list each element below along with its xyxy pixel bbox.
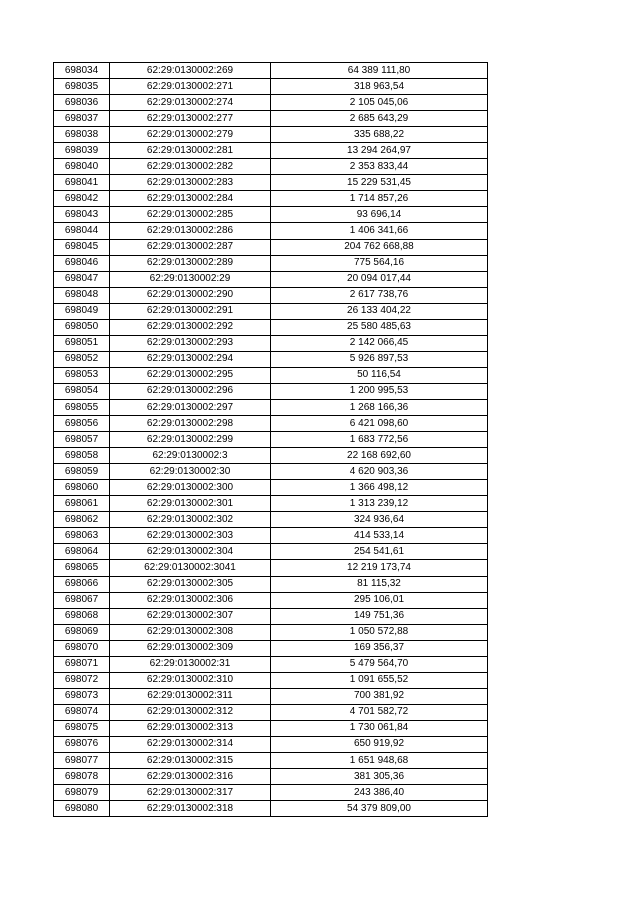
table-row xyxy=(54,111,488,127)
table-row xyxy=(54,576,488,592)
cadastral-number-cell: 62:29:0130002:311 xyxy=(110,688,271,704)
cadastral-number-cell: 62:29:0130002:274 xyxy=(110,95,271,111)
cadastral-value-cell: 81 115,32 xyxy=(271,576,488,592)
table-row xyxy=(54,736,488,752)
row-number-cell: 698074 xyxy=(54,704,110,720)
cadastral-number-cell: 62:29:0130002:284 xyxy=(110,191,271,207)
row-number-cell: 698060 xyxy=(54,480,110,496)
cadastral-value-cell: 22 168 692,60 xyxy=(271,448,488,464)
table-row xyxy=(54,592,488,608)
table-row xyxy=(54,383,488,399)
cadastral-value-cell: 318 963,54 xyxy=(271,79,488,95)
row-number-cell: 698037 xyxy=(54,111,110,127)
row-number-cell: 698059 xyxy=(54,464,110,480)
cadastral-value-cell: 1 714 857,26 xyxy=(271,191,488,207)
cadastral-number-cell: 62:29:0130002:271 xyxy=(110,79,271,95)
table-row xyxy=(54,416,488,432)
cadastral-value-cell: 54 379 809,00 xyxy=(271,801,488,817)
cadastral-value-cell: 12 219 173,74 xyxy=(271,560,488,576)
cadastral-number-cell: 62:29:0130002:285 xyxy=(110,207,271,223)
table-row xyxy=(54,175,488,191)
cadastral-number-cell: 62:29:0130002:293 xyxy=(110,335,271,351)
cadastral-value-cell: 1 313 239,12 xyxy=(271,496,488,512)
table-row xyxy=(54,464,488,480)
cadastral-number-cell: 62:29:0130002:309 xyxy=(110,640,271,656)
row-number-cell: 698049 xyxy=(54,303,110,319)
table-row xyxy=(54,688,488,704)
cadastral-number-cell: 62:29:0130002:305 xyxy=(110,576,271,592)
cadastral-number-cell: 62:29:0130002:277 xyxy=(110,111,271,127)
cadastral-number-cell: 62:29:0130002:31 xyxy=(110,656,271,672)
row-number-cell: 698071 xyxy=(54,656,110,672)
cadastral-number-cell: 62:29:0130002:303 xyxy=(110,528,271,544)
table-row xyxy=(54,79,488,95)
cadastral-value-cell: 15 229 531,45 xyxy=(271,175,488,191)
table-row xyxy=(54,608,488,624)
row-number-cell: 698043 xyxy=(54,207,110,223)
row-number-cell: 698056 xyxy=(54,416,110,432)
row-number-cell: 698053 xyxy=(54,367,110,383)
cadastral-value-cell: 149 751,36 xyxy=(271,608,488,624)
cadastral-number-cell: 62:29:0130002:297 xyxy=(110,399,271,415)
table-row xyxy=(54,769,488,785)
cadastral-value-cell: 5 926 897,53 xyxy=(271,351,488,367)
cadastral-value-cell: 414 533,14 xyxy=(271,528,488,544)
cadastral-value-cell: 93 696,14 xyxy=(271,207,488,223)
row-number-cell: 698042 xyxy=(54,191,110,207)
table-row xyxy=(54,496,488,512)
table-row xyxy=(54,801,488,817)
row-number-cell: 698046 xyxy=(54,255,110,271)
row-number-cell: 698064 xyxy=(54,544,110,560)
row-number-cell: 698080 xyxy=(54,801,110,817)
row-number-cell: 698069 xyxy=(54,624,110,640)
cadastral-value-cell: 1 366 498,12 xyxy=(271,480,488,496)
row-number-cell: 698034 xyxy=(54,63,110,79)
table-row xyxy=(54,560,488,576)
cadastral-value-cell: 5 479 564,70 xyxy=(271,656,488,672)
cadastral-value-cell: 1 200 995,53 xyxy=(271,383,488,399)
cadastral-value-cell: 1 268 166,36 xyxy=(271,399,488,415)
table-row xyxy=(54,432,488,448)
cadastral-value-cell: 169 356,37 xyxy=(271,640,488,656)
row-number-cell: 698062 xyxy=(54,512,110,528)
table-row xyxy=(54,319,488,335)
cadastral-value-cell: 2 685 643,29 xyxy=(271,111,488,127)
row-number-cell: 698078 xyxy=(54,769,110,785)
cadastral-number-cell: 62:29:0130002:281 xyxy=(110,143,271,159)
table-row xyxy=(54,271,488,287)
cadastral-number-cell: 62:29:0130002:299 xyxy=(110,432,271,448)
table-row xyxy=(54,448,488,464)
cadastral-value-cell: 243 386,40 xyxy=(271,785,488,801)
table-body xyxy=(54,63,488,817)
cadastral-number-cell: 62:29:0130002:315 xyxy=(110,753,271,769)
table-row xyxy=(54,63,488,79)
row-number-cell: 698047 xyxy=(54,271,110,287)
cadastral-value-cell: 2 142 066,45 xyxy=(271,335,488,351)
row-number-cell: 698038 xyxy=(54,127,110,143)
table-row xyxy=(54,672,488,688)
cadastral-number-cell: 62:29:0130002:294 xyxy=(110,351,271,367)
cadastral-value-cell: 20 094 017,44 xyxy=(271,271,488,287)
cadastral-value-cell: 1 730 061,84 xyxy=(271,720,488,736)
cadastral-number-cell: 62:29:0130002:307 xyxy=(110,608,271,624)
row-number-cell: 698044 xyxy=(54,223,110,239)
cadastral-number-cell: 62:29:0130002:30 xyxy=(110,464,271,480)
row-number-cell: 698058 xyxy=(54,448,110,464)
cadastral-value-cell: 295 106,01 xyxy=(271,592,488,608)
table-row xyxy=(54,95,488,111)
cadastral-number-cell: 62:29:0130002:314 xyxy=(110,736,271,752)
cadastral-number-cell: 62:29:0130002:283 xyxy=(110,175,271,191)
cadastral-number-cell: 62:29:0130002:298 xyxy=(110,416,271,432)
table-row xyxy=(54,720,488,736)
row-number-cell: 698073 xyxy=(54,688,110,704)
cadastral-number-cell: 62:29:0130002:296 xyxy=(110,383,271,399)
table-row xyxy=(54,367,488,383)
table-row xyxy=(54,753,488,769)
row-number-cell: 698077 xyxy=(54,753,110,769)
table-row xyxy=(54,159,488,175)
row-number-cell: 698057 xyxy=(54,432,110,448)
row-number-cell: 698045 xyxy=(54,239,110,255)
cadastral-value-cell: 1 683 772,56 xyxy=(271,432,488,448)
table-row xyxy=(54,480,488,496)
cadastral-number-cell: 62:29:0130002:279 xyxy=(110,127,271,143)
cadastral-value-cell: 1 050 572,88 xyxy=(271,624,488,640)
row-number-cell: 698052 xyxy=(54,351,110,367)
row-number-cell: 698063 xyxy=(54,528,110,544)
cadastral-number-cell: 62:29:0130002:316 xyxy=(110,769,271,785)
cadastral-number-cell: 62:29:0130002:304 xyxy=(110,544,271,560)
cadastral-number-cell: 62:29:0130002:295 xyxy=(110,367,271,383)
cadastral-number-cell: 62:29:0130002:292 xyxy=(110,319,271,335)
cadastral-number-cell: 62:29:0130002:312 xyxy=(110,704,271,720)
cadastral-number-cell: 62:29:0130002:306 xyxy=(110,592,271,608)
table-row xyxy=(54,287,488,303)
row-number-cell: 698072 xyxy=(54,672,110,688)
table-row xyxy=(54,399,488,415)
cadastral-value-cell: 1 091 655,52 xyxy=(271,672,488,688)
table-row xyxy=(54,624,488,640)
cadastral-value-cell: 650 919,92 xyxy=(271,736,488,752)
cadastral-value-cell: 64 389 111,80 xyxy=(271,63,488,79)
cadastral-value-cell: 775 564,16 xyxy=(271,255,488,271)
row-number-cell: 698039 xyxy=(54,143,110,159)
row-number-cell: 698036 xyxy=(54,95,110,111)
cadastral-value-cell: 25 580 485,63 xyxy=(271,319,488,335)
row-number-cell: 698054 xyxy=(54,383,110,399)
table-row xyxy=(54,544,488,560)
cadastral-number-cell: 62:29:0130002:290 xyxy=(110,287,271,303)
row-number-cell: 698040 xyxy=(54,159,110,175)
table-row xyxy=(54,127,488,143)
cadastral-value-cell: 4 620 903,36 xyxy=(271,464,488,480)
cadastral-value-cell: 2 105 045,06 xyxy=(271,95,488,111)
row-number-cell: 698066 xyxy=(54,576,110,592)
cadastral-number-cell: 62:29:0130002:300 xyxy=(110,480,271,496)
table-row xyxy=(54,143,488,159)
cadastral-number-cell: 62:29:0130002:287 xyxy=(110,239,271,255)
row-number-cell: 698055 xyxy=(54,399,110,415)
cadastral-number-cell: 62:29:0130002:269 xyxy=(110,63,271,79)
row-number-cell: 698067 xyxy=(54,592,110,608)
table-row xyxy=(54,255,488,271)
cadastral-value-cell: 1 651 948,68 xyxy=(271,753,488,769)
cadastral-number-cell: 62:29:0130002:318 xyxy=(110,801,271,817)
table-row xyxy=(54,191,488,207)
cadastral-number-cell: 62:29:0130002:286 xyxy=(110,223,271,239)
row-number-cell: 698068 xyxy=(54,608,110,624)
cadastral-value-cell: 381 305,36 xyxy=(271,769,488,785)
cadastral-value-cell: 4 701 582,72 xyxy=(271,704,488,720)
cadastral-number-cell: 62:29:0130002:301 xyxy=(110,496,271,512)
table-row xyxy=(54,303,488,319)
table-row xyxy=(54,223,488,239)
cadastral-number-cell: 62:29:0130002:291 xyxy=(110,303,271,319)
row-number-cell: 698048 xyxy=(54,287,110,303)
row-number-cell: 698050 xyxy=(54,319,110,335)
cadastral-value-cell: 13 294 264,97 xyxy=(271,143,488,159)
table-row xyxy=(54,239,488,255)
row-number-cell: 698041 xyxy=(54,175,110,191)
cadastral-value-cell: 335 688,22 xyxy=(271,127,488,143)
cadastral-value-cell: 324 936,64 xyxy=(271,512,488,528)
cadastral-number-cell: 62:29:0130002:3 xyxy=(110,448,271,464)
cadastral-number-cell: 62:29:0130002:310 xyxy=(110,672,271,688)
row-number-cell: 698051 xyxy=(54,335,110,351)
cadastral-value-cell: 1 406 341,66 xyxy=(271,223,488,239)
cadastral-number-cell: 62:29:0130002:302 xyxy=(110,512,271,528)
row-number-cell: 698076 xyxy=(54,736,110,752)
cadastral-value-cell: 26 133 404,22 xyxy=(271,303,488,319)
cadastral-value-cell: 2 617 738,76 xyxy=(271,287,488,303)
cadastral-number-cell: 62:29:0130002:308 xyxy=(110,624,271,640)
table-row xyxy=(54,351,488,367)
table-row xyxy=(54,640,488,656)
cadastral-number-cell: 62:29:0130002:282 xyxy=(110,159,271,175)
row-number-cell: 698061 xyxy=(54,496,110,512)
row-number-cell: 698079 xyxy=(54,785,110,801)
cadastral-value-cell: 700 381,92 xyxy=(271,688,488,704)
cadastral-value-cell: 204 762 668,88 xyxy=(271,239,488,255)
table-row xyxy=(54,704,488,720)
table-row xyxy=(54,207,488,223)
cadastral-number-cell: 62:29:0130002:3041 xyxy=(110,560,271,576)
cadastral-value-cell: 2 353 833,44 xyxy=(271,159,488,175)
table-row xyxy=(54,512,488,528)
table-row xyxy=(54,528,488,544)
cadastral-value-cell: 254 541,61 xyxy=(271,544,488,560)
row-number-cell: 698075 xyxy=(54,720,110,736)
cadastral-number-cell: 62:29:0130002:29 xyxy=(110,271,271,287)
row-number-cell: 698035 xyxy=(54,79,110,95)
row-number-cell: 698070 xyxy=(54,640,110,656)
cadastral-number-cell: 62:29:0130002:313 xyxy=(110,720,271,736)
table-row xyxy=(54,335,488,351)
row-number-cell: 698065 xyxy=(54,560,110,576)
cadastral-value-cell: 6 421 098,60 xyxy=(271,416,488,432)
cadastral-value-cell: 50 116,54 xyxy=(271,367,488,383)
table-row xyxy=(54,656,488,672)
cadastral-number-cell: 62:29:0130002:289 xyxy=(110,255,271,271)
cadastral-value-table xyxy=(53,62,488,817)
table-row xyxy=(54,785,488,801)
cadastral-number-cell: 62:29:0130002:317 xyxy=(110,785,271,801)
